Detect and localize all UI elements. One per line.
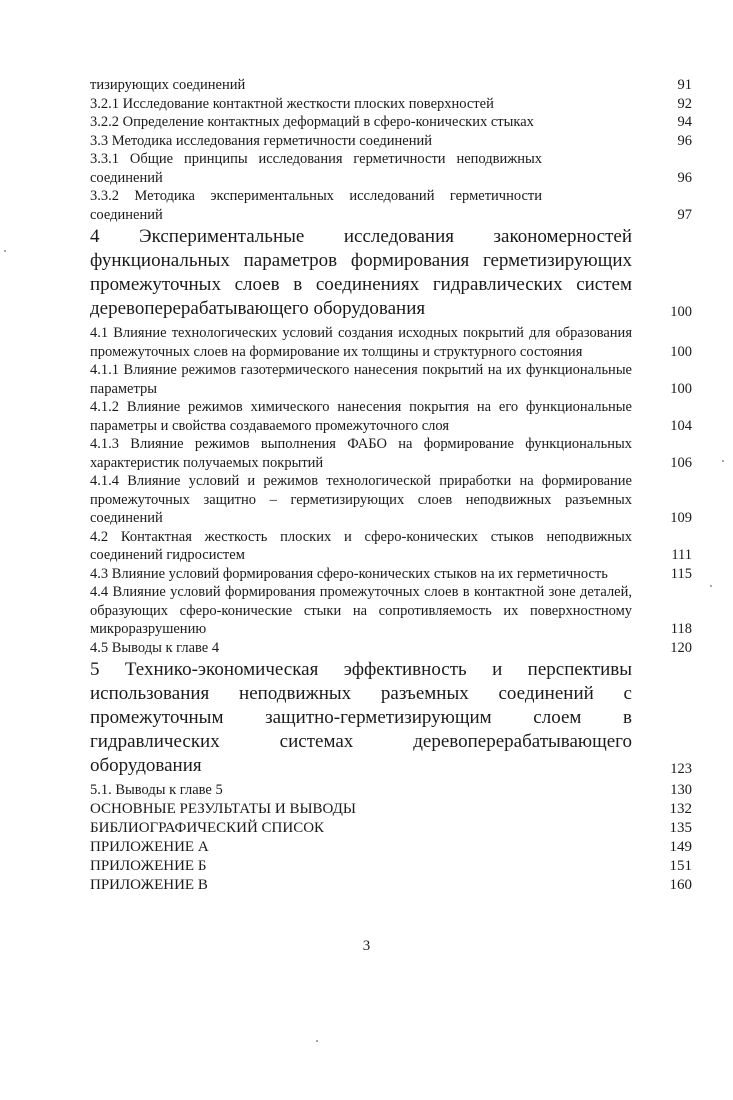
toc-entry-title: ПРИЛОЖЕНИЕ А: [90, 838, 209, 855]
toc-entry-page: 96: [677, 132, 692, 149]
toc-entry-title: ПРИЛОЖЕНИЕ В: [90, 876, 208, 893]
toc-entry-page: 104: [670, 417, 692, 434]
toc-entry-title: 3.2.2 Определение контактных деформаций в сферо-конических стыках: [90, 114, 534, 130]
toc-entry-title: ОСНОВНЫЕ РЕЗУЛЬТАТЫ И ВЫВОДЫ: [90, 800, 356, 817]
toc-entry-page: 132: [669, 800, 692, 817]
toc-entry: [90, 528, 692, 565]
toc-entry-page: 123: [670, 760, 692, 777]
toc-entry: [90, 819, 692, 838]
toc-entry-page: 100: [670, 380, 692, 397]
toc-entry-page: 130: [670, 782, 692, 798]
toc-entry-title: 4.4 Влияние условий формирования промежуточных слоев в контактной зоне деталей, образующих сферо-конические стыки на сопротивляемость их поверхностному микроразрушению: [90, 584, 632, 637]
toc-entry-title: 3.3 Методика исследования герметичности соединений: [90, 132, 433, 149]
toc-entry: [90, 876, 692, 895]
toc-entry-title: 4.1.3 Влияние режимов выполнения ФАБО на формирование функциональных характеристик получаемых покрытий: [90, 436, 632, 471]
page-number: 3: [362, 938, 371, 954]
toc-entry-title: 4.2 Контактная жесткость плоских и сферо-конических стыков неподвижных соединений гидросистем: [90, 528, 632, 563]
toc-entry-page: 96: [677, 169, 692, 186]
toc-entry-page: 120: [670, 639, 692, 656]
toc-entry: [90, 324, 692, 361]
toc-entry: [90, 800, 692, 819]
toc-entry-page: 115: [670, 565, 692, 582]
toc-entry-page: 149: [669, 838, 692, 855]
toc-entry: [90, 132, 692, 151]
toc-entry-chapter: [90, 225, 692, 321]
toc-entry-page: 151: [669, 857, 692, 874]
toc-entry: [90, 435, 692, 472]
scan-speck: [722, 460, 724, 462]
toc-entry: [90, 187, 692, 224]
toc-entry-page: 160: [669, 876, 692, 893]
toc-entry: [90, 398, 692, 435]
toc-entry-title: 4.1 Влияние технологических условий создания исходных покрытий для образования промежуточных слоев на формирование их толщины и структурного состояния: [90, 325, 632, 360]
toc-entry-title: 4 Экспериментальные исследования закономерностей функциональных параметров формирования герметизирующих промежуточных слоев в соединениях гидравлических систем деревоперерабатывающего оборудования: [90, 226, 632, 319]
toc-entry-page: 92: [677, 95, 692, 112]
toc-entry-title: 5.1. Выводы к главе 5: [90, 782, 223, 798]
toc-entry-page: 100: [670, 343, 692, 360]
toc-entry: [90, 639, 692, 658]
toc-entry-page: 118: [670, 621, 692, 637]
toc-entry-title: 3.3.1 Общие принципы исследования герметичности неподвижных соединений: [90, 151, 542, 186]
toc-entry: [90, 781, 692, 800]
toc-entry-page: 97: [677, 206, 692, 223]
toc-entry: [90, 95, 692, 114]
toc-entry: [90, 857, 692, 876]
toc-entry-title: 4.1.2 Влияние режимов химического нанесения покрытия на его функциональные параметры и свойства создаваемого промежуточного слоя: [90, 399, 632, 434]
toc-entry-page: 100: [670, 303, 692, 320]
toc-entry-title: ПРИЛОЖЕНИЕ Б: [90, 857, 207, 874]
scan-speck: [4, 250, 6, 252]
toc-entry: [90, 565, 692, 584]
scan-speck: [316, 1040, 318, 1042]
toc-entry: [90, 76, 692, 95]
toc-entry-title: БИБЛИОГРАФИЧЕСКИЙ СПИСОК: [90, 819, 325, 836]
toc-entry-title: 4.5 Выводы к главе 4: [90, 639, 220, 656]
toc-entry: [90, 361, 692, 398]
toc-entry: [90, 113, 692, 132]
toc-entry: [90, 583, 692, 639]
toc-entry-title: тизирующих соединений: [90, 77, 246, 93]
toc-entry-page: 111: [671, 547, 692, 563]
toc-entry-title: 3.2.1 Исследование контактной жесткости плоских поверхностей: [90, 95, 494, 112]
toc-entry-page: 106: [670, 454, 692, 471]
toc-entry-page: 109: [670, 510, 692, 526]
toc-entry-title: 4.3 Влияние условий формирования сферо-конических стыков на их герметичность: [90, 565, 608, 582]
toc-entry-title: 5 Технико-экономическая эффективность и перспективы использования неподвижных разъемных соединений с промежуточным защитно-герметизирующим слоем в гидравлических системах деревоперерабатывающего оборудования: [90, 659, 632, 776]
toc-entry-page: 91: [677, 77, 692, 93]
toc-entry: [90, 472, 692, 528]
toc-entry-title: 4.1.4 Влияние условий и режимов технологической приработки на формирование промежуточных защитно – герметизирующих слоев неподвижных разъемных соединений: [90, 473, 632, 526]
scan-speck: [710, 585, 712, 587]
toc-entry: [90, 838, 692, 857]
toc-entry-page: 135: [669, 819, 692, 836]
toc-entry-title: 4.1.1 Влияние режимов газотермического нанесения покрытий на их функциональные параметры: [90, 362, 632, 397]
toc-entry-chapter: [90, 658, 692, 778]
table-of-contents: [90, 76, 692, 895]
toc-entry: [90, 150, 692, 187]
toc-entry-page: 94: [677, 114, 692, 130]
toc-entry-title: 3.3.2 Методика экспериментальных исследований герметичности соединений: [90, 188, 542, 223]
